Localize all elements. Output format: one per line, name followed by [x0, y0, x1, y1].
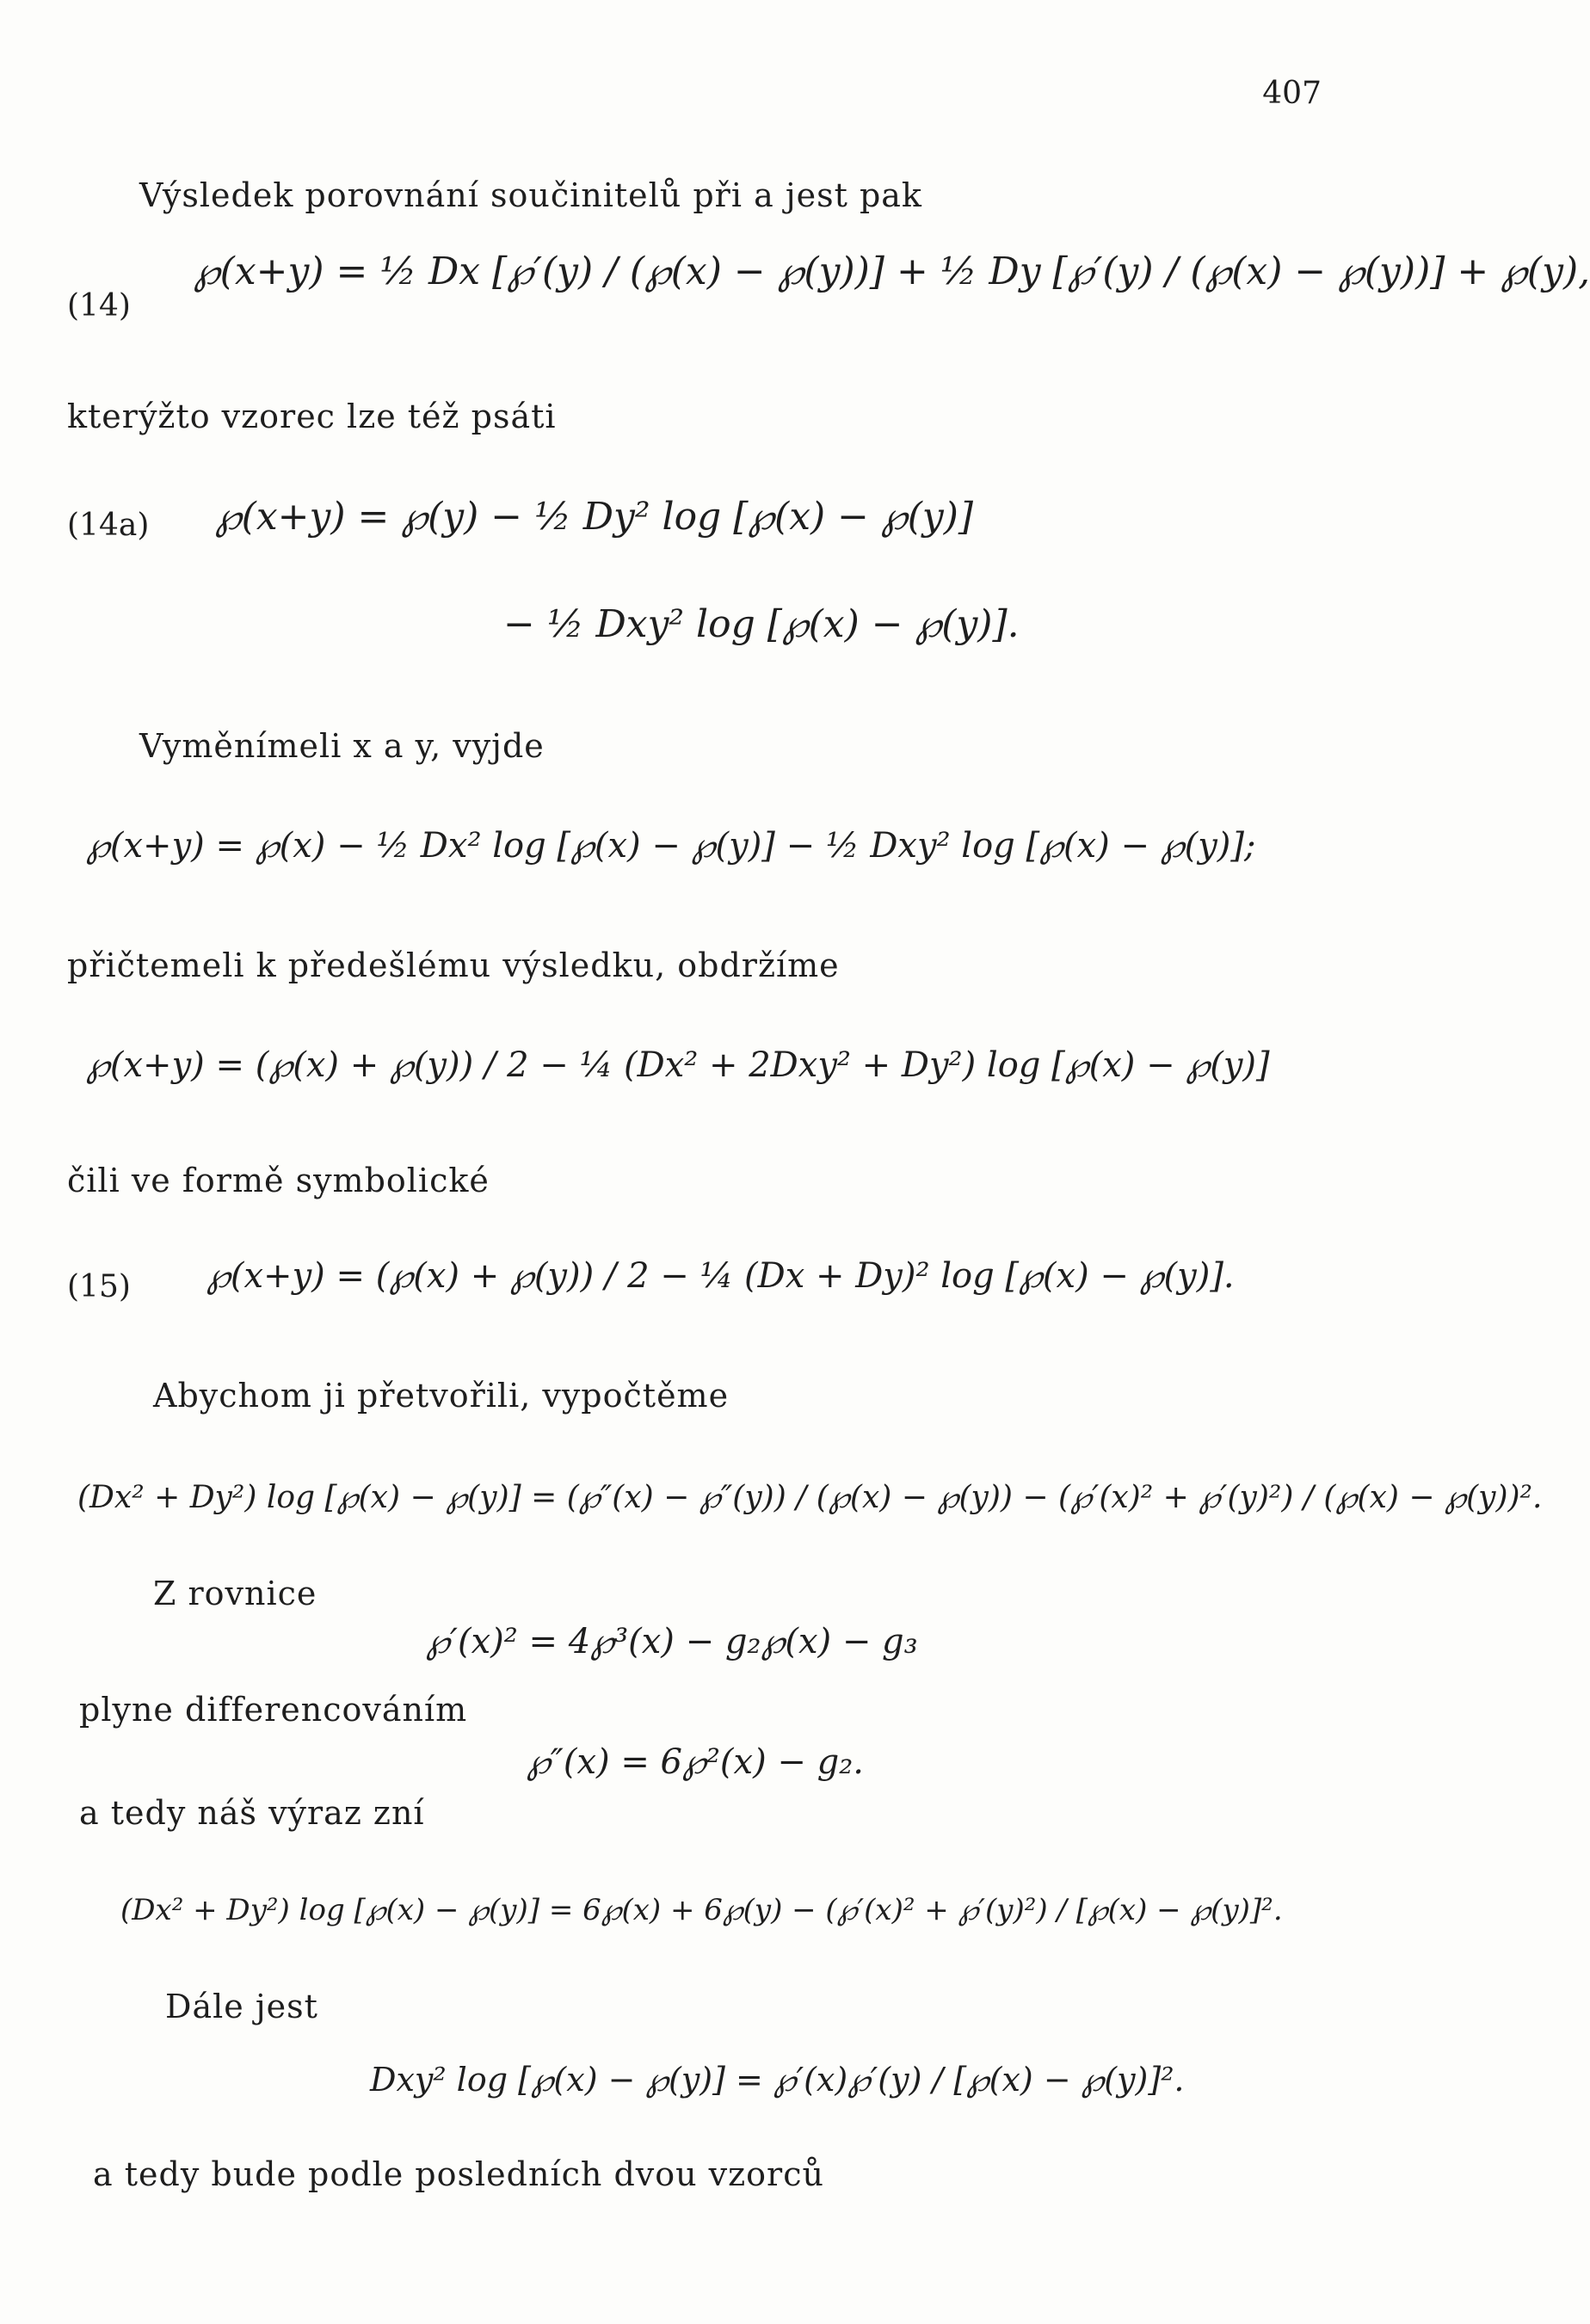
- equation-number-14: (14): [67, 288, 131, 324]
- equation-compute: (Dx² + Dy²) log [℘(x) − ℘(y)] = (℘″(x) − ℘″(y)) / (℘(x) − ℘(y)) − (℘′(x)² + ℘′(y)²) / (℘(x) − ℘(y))².: [77, 1480, 1543, 1515]
- text-further: Dále jest: [165, 1988, 318, 2025]
- text-formula-intro: kterýžto vzorec lze též psáti: [67, 398, 557, 435]
- equation-14a-line1: ℘(x+y) = ℘(y) − ½ Dy² log [℘(x) − ℘(y)]: [215, 495, 974, 539]
- equation-swap: ℘(x+y) = ℘(x) − ½ Dx² log [℘(x) − ℘(y)] − ½ Dxy² log [℘(x) − ℘(y)];: [86, 826, 1256, 866]
- text-symbolic: čili ve formě symbolické: [67, 1162, 490, 1199]
- equation-14-text: ℘(x+y) = ½ Dx [℘′(y) / (℘(x) − ℘(y))] + ½ Dy [℘′(y) / (℘(x) − ℘(y))] + ℘(y),: [194, 250, 1590, 293]
- equation-14a-line2: − ½ Dxy² log [℘(x) − ℘(y)].: [503, 602, 1020, 646]
- text-differentiation: plyne differencováním: [79, 1691, 468, 1729]
- text-expression: a tedy náš výraz zní: [79, 1794, 425, 1832]
- equation-14: [194, 250, 1590, 293]
- text-transform: Abychom ji přetvořili, vypočtěme: [153, 1377, 730, 1415]
- equation-second-derivative: ℘″(x) = 6℘²(x) − g₂.: [527, 1742, 864, 1782]
- page-number: 407: [1262, 76, 1322, 111]
- equation-number-15: (15): [67, 1269, 131, 1304]
- text-from-equation: Z rovnice: [153, 1575, 317, 1612]
- equation-sum: ℘(x+y) = (℘(x) + ℘(y)) / 2 − ¼ (Dx² + 2Dxy² + Dy²) log [℘(x) − ℘(y)]: [86, 1045, 1270, 1085]
- text-sum: přičtemeli k předešlému výsledku, obdržíme: [67, 946, 840, 984]
- text-swap: Vyměnímeli x a y, vyjde: [139, 727, 545, 765]
- text-conclusion: a tedy bude podle posledních dvou vzorců: [93, 2155, 824, 2193]
- equation-weierstrass: ℘′(x)² = 4℘³(x) − g₂℘(x) − g₃: [426, 1622, 918, 1661]
- equation-15: ℘(x+y) = (℘(x) + ℘(y)) / 2 − ¼ (Dx + Dy)² log [℘(x) − ℘(y)].: [206, 1256, 1235, 1296]
- equation-expression: (Dx² + Dy²) log [℘(x) − ℘(y)] = 6℘(x) + 6℘(y) − (℘′(x)² + ℘′(y)²) / [℘(x) − ℘(y)]².: [120, 1893, 1283, 1927]
- text-result: Výsledek porovnání součinitelů při a jest pak: [139, 176, 922, 214]
- equation-dxy: Dxy² log [℘(x) − ℘(y)] = ℘′(x)℘′(y) / [℘(x) − ℘(y)]².: [370, 2061, 1185, 2099]
- equation-number-14a: (14a): [67, 508, 150, 543]
